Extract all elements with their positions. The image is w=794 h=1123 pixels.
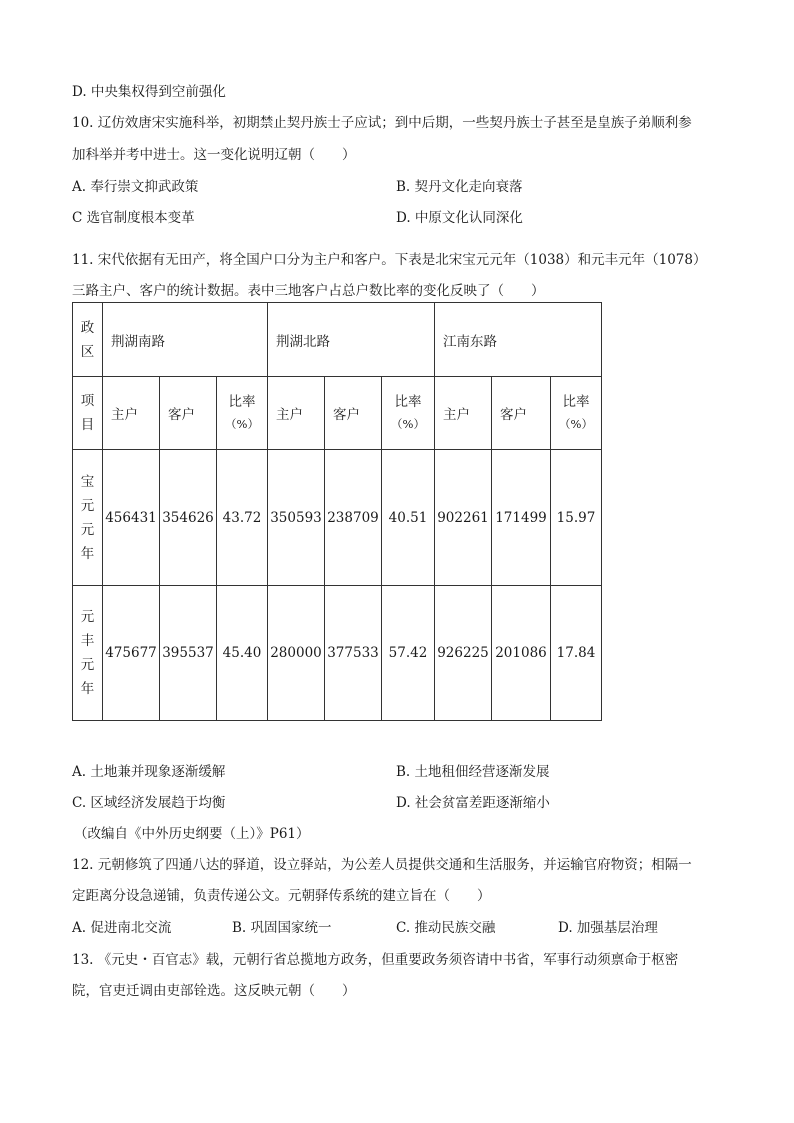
question-10-stem-line-1: 10. 辽仿效唐宋实施科举，初期禁止契丹族士子应试；到中后期，一些契丹族士子甚至是皇族子弟顺利参 bbox=[72, 115, 692, 131]
column-header-zhu: 主户 bbox=[268, 377, 325, 450]
question-11-option-c: C. 区域经济发展趋于均衡 bbox=[72, 795, 226, 811]
question-10-option-c: C 选官制度根本变革 bbox=[72, 210, 195, 226]
column-header-ke: 客户 bbox=[160, 377, 217, 450]
question-12-stem-line-2: 定距离分设急递铺，负责传递公文。元朝驿传系统的建立旨在（ ） bbox=[72, 888, 491, 904]
corner-item-label: 项 目 bbox=[73, 377, 103, 450]
column-header-zhu: 主户 bbox=[435, 377, 492, 450]
question-12-option-d: D. 加强基层治理 bbox=[558, 920, 658, 936]
column-header-rate: 比率 （%） bbox=[217, 377, 268, 450]
table-cell: 57.42 bbox=[382, 586, 435, 721]
table-cell: 17.84 bbox=[551, 586, 602, 721]
question-11-source-note: （改编自《中外历史纲要（上）》P61） bbox=[74, 826, 310, 842]
table-cell: 475677 bbox=[103, 586, 160, 721]
table-region-header-row bbox=[73, 303, 602, 377]
column-header-rate: 比率 （%） bbox=[551, 377, 602, 450]
table-cell: 377533 bbox=[325, 586, 382, 721]
column-header-ke: 客户 bbox=[325, 377, 382, 450]
table-cell: 395537 bbox=[160, 586, 217, 721]
question-9-option-d: D. 中央集权得到空前强化 bbox=[72, 84, 226, 100]
table-cell: 354626 bbox=[160, 450, 217, 586]
table-column-header-row bbox=[73, 377, 602, 450]
column-header-ke: 客户 bbox=[492, 377, 551, 450]
year-label-baoyuan: 宝 元 元 年 bbox=[73, 450, 103, 586]
question-11-option-a: A. 土地兼并现象逐渐缓解 bbox=[72, 764, 226, 780]
table-row-baoyuan bbox=[73, 450, 602, 586]
question-10-option-d: D. 中原文化认同深化 bbox=[396, 210, 523, 226]
table-cell: 926225 bbox=[435, 586, 492, 721]
region-header-jinghu-beilu: 荆湖北路 bbox=[268, 303, 435, 377]
year-label-yuanfeng: 元 丰 元 年 bbox=[73, 586, 103, 721]
table-cell: 40.51 bbox=[382, 450, 435, 586]
table-cell: 350593 bbox=[268, 450, 325, 586]
region-header-jinghu-nanlu: 荆湖南路 bbox=[103, 303, 268, 377]
table-cell: 15.97 bbox=[551, 450, 602, 586]
table-cell: 456431 bbox=[103, 450, 160, 586]
household-statistics-table bbox=[72, 302, 602, 721]
question-13-stem-line-1: 13. 《元史・百官志》载，元朝行省总揽地方政务，但重要政务须咨请中书省，军事行动须禀命于枢密 bbox=[72, 952, 679, 968]
question-10-option-a: A. 奉行崇文抑武政策 bbox=[72, 179, 199, 195]
table-cell: 238709 bbox=[325, 450, 382, 586]
region-header-jiangnan-donglu: 江南东路 bbox=[435, 303, 602, 377]
table-cell: 45.40 bbox=[217, 586, 268, 721]
question-11-option-b: B. 土地租佃经营逐渐发展 bbox=[396, 764, 550, 780]
table-cell: 171499 bbox=[492, 450, 551, 586]
question-12-option-c: C. 推动民族交融 bbox=[396, 920, 496, 936]
question-10-stem-line-2: 加科举并考中进士。这一变化说明辽朝（ ） bbox=[72, 147, 356, 163]
table-cell: 201086 bbox=[492, 586, 551, 721]
column-header-zhu: 主户 bbox=[103, 377, 160, 450]
question-13-stem-line-2: 院，官吏迁调由吏部铨选。这反映元朝（ ） bbox=[72, 983, 356, 999]
question-12-option-a: A. 促进南北交流 bbox=[72, 920, 172, 936]
question-11-stem-line-2: 三路主户、客户的统计数据。表中三地客户占总户数比率的变化反映了（ ） bbox=[72, 283, 545, 299]
question-11-stem-line-1: 11. 宋代依据有无田产，将全国户口分为主户和客户。下表是北宋宝元元年（1038）和元丰元年（1078） bbox=[72, 252, 707, 268]
question-11-option-d: D. 社会贫富差距逐渐缩小 bbox=[396, 795, 550, 811]
table-row-yuanfeng bbox=[73, 586, 602, 721]
table-cell: 902261 bbox=[435, 450, 492, 586]
corner-region-label: 政 区 bbox=[73, 303, 103, 377]
question-10-option-b: B. 契丹文化走向衰落 bbox=[396, 179, 523, 195]
question-12-stem-line-1: 12. 元朝修筑了四通八达的驿道，设立驿站，为公差人员提供交通和生活服务，并运输官府物资；相隔一 bbox=[72, 857, 692, 873]
table-cell: 280000 bbox=[268, 586, 325, 721]
table-cell: 43.72 bbox=[217, 450, 268, 586]
column-header-rate: 比率 （%） bbox=[382, 377, 435, 450]
question-12-option-b: B. 巩固国家统一 bbox=[232, 920, 332, 936]
